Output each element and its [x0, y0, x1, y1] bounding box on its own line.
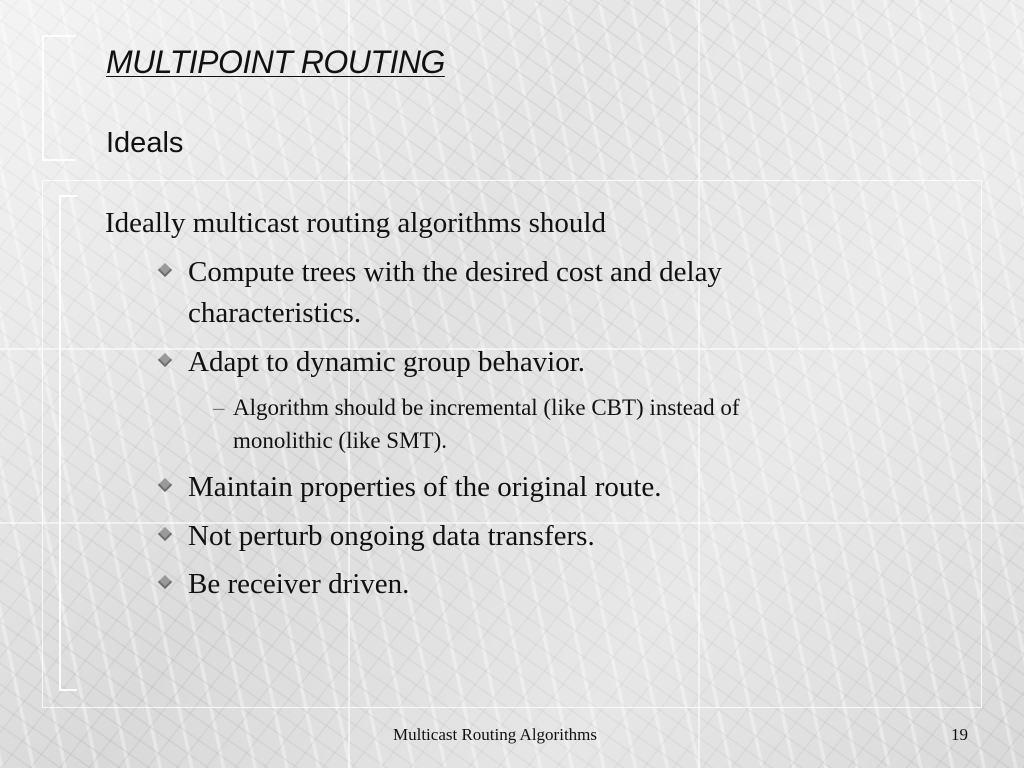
- bullet-item: [160, 564, 409, 605]
- diamond-bullet-icon: [158, 478, 172, 492]
- diamond-bullet-icon: [158, 575, 172, 589]
- slide-subtitle: Ideals: [106, 127, 184, 159]
- footer-text: Multicast Routing Algorithms: [393, 725, 598, 744]
- bullet-text: Not perturb ongoing data transfers.: [188, 520, 595, 552]
- diamond-bullet-icon: [158, 527, 172, 541]
- bullet-item: [160, 342, 585, 383]
- sub-bullet-item: [213, 391, 740, 457]
- dash-bullet-icon: –: [213, 395, 225, 420]
- bullet-item: [160, 516, 595, 557]
- slide-title: MULTIPOINT ROUTING: [106, 44, 445, 80]
- bullet-text: Be receiver driven.: [188, 568, 410, 600]
- bullet-text: Adapt to dynamic group behavior.: [188, 346, 586, 378]
- diamond-bullet-icon: [158, 353, 172, 367]
- content-bracket-decoration: [59, 195, 77, 691]
- bullet-item: [160, 467, 662, 508]
- page-number: 19: [951, 725, 968, 744]
- bullet-text: Maintain properties of the original route.: [188, 471, 662, 503]
- bullet-text: Compute trees with the desired cost and delay characteristics.: [188, 256, 722, 329]
- title-bracket-decoration: [42, 35, 76, 161]
- diamond-bullet-icon: [158, 263, 172, 277]
- bullet-item: [160, 252, 722, 334]
- intro-text: Ideally multicast routing algorithms should: [105, 207, 606, 239]
- sub-bullet-text: Algorithm should be incremental (like CBT) instead of monolithic (like SMT).: [233, 395, 740, 453]
